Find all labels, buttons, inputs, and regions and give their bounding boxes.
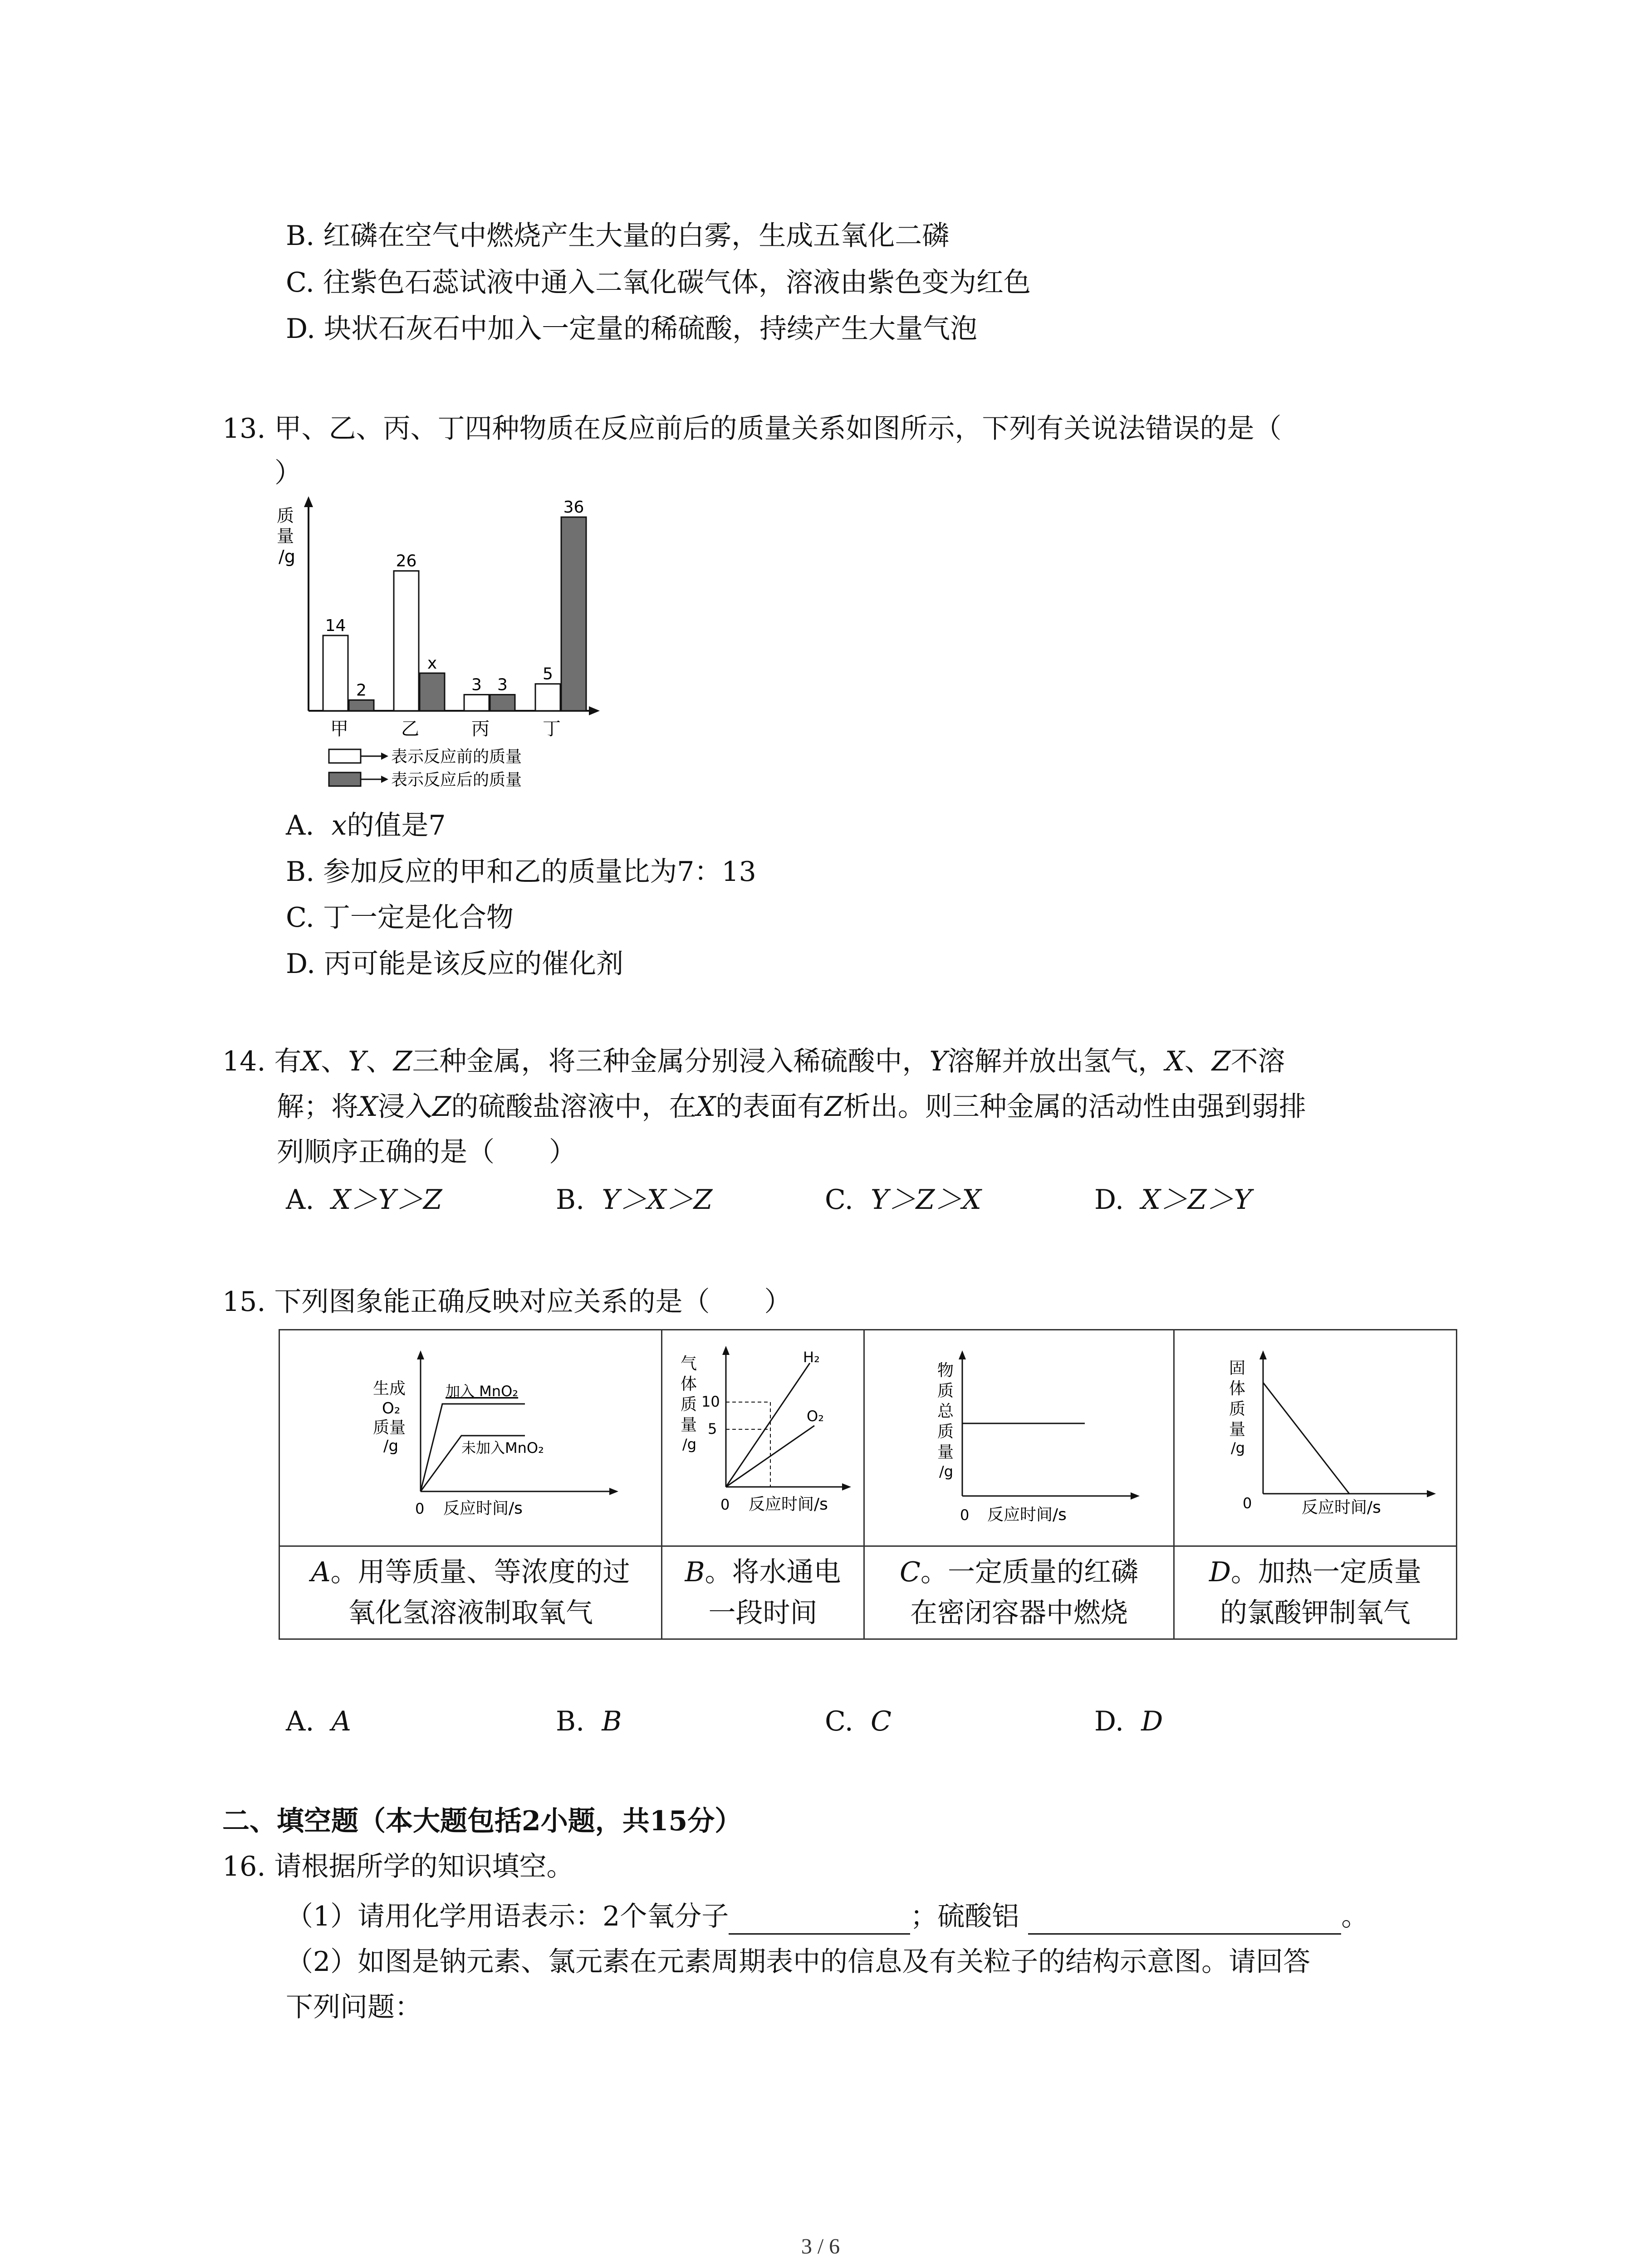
bar-value-label: 14 [325,616,346,635]
q13-option-c: C. 丁一定是化合物 [286,902,514,934]
bar-before-0 [323,635,348,711]
caption-text: 。将水通电 [705,1556,841,1588]
bar-before-3 [535,684,560,711]
legend-swatch-before [329,749,361,763]
q15-stem: 15. 下列图象能正确反映对应关系的是（ ） [222,1286,792,1318]
ylabel: /g [939,1463,954,1480]
page-number: 3 / 6 [801,2234,840,2258]
graph-cell-a [279,1330,662,1546]
origin: 0 [960,1506,970,1524]
option-label: A. [286,1184,314,1216]
bar-value-label: 5 [543,665,553,684]
q12-option-c: C. 往紫色石蕊试液中通入二氧化碳气体，溶液由紫色变为红色 [286,267,1031,298]
ylabel: 量 [937,1443,954,1461]
option-label: A. [286,1706,314,1737]
bars-group [323,498,586,711]
origin: 0 [1243,1495,1252,1512]
option-text: B [602,1706,622,1737]
legend-label-before: 表示反应前的质量 [391,748,522,766]
bar-value-label: 36 [563,498,584,517]
ylabel: O₂ [382,1399,401,1418]
xlabel: 反应时间/s [987,1505,1067,1524]
category-label: 丁 [543,719,561,739]
var-z: Z [432,1091,451,1123]
q13-option-d: D. 丙可能是该反应的催化剂 [286,948,624,980]
var-z: Z [1211,1046,1231,1077]
legend-arrow-head [381,753,388,760]
text: 14. 有 [222,1046,302,1077]
q16-stem: 16. 请根据所学的知识填空。 [222,1851,574,1882]
ylabel: /g [682,1436,697,1453]
bar-value-label: 26 [396,552,417,571]
ylabel: 质 [1229,1400,1246,1418]
text: 的表面有 [715,1091,825,1123]
bar-value-label: 3 [471,675,482,694]
var-z: Z [824,1091,843,1123]
option-text: A [331,1706,351,1737]
option-label: B. [556,1706,585,1737]
text: 、 [321,1046,348,1077]
option-text: X＞Z＞Y [1141,1184,1252,1216]
ylabel: /g [1231,1439,1245,1457]
line-label: O₂ [807,1408,824,1425]
text: 三种金属，将三种金属分别浸入稀硫酸中， [412,1046,930,1077]
text: （1）请用化学用语表示：2个氧分子 [286,1901,729,1932]
answer-blank-aluminum-sulfate[interactable] [1028,1905,1341,1935]
text: 溶解并放出氢气， [947,1046,1166,1077]
caption-text: 氧化氢溶液制取氧气 [348,1597,593,1629]
option-text: C [871,1706,892,1737]
caption-text: 一段时间 [708,1597,818,1629]
bar-after-1 [420,673,445,711]
caption-text: 的氯酸钾制氧气 [1220,1597,1411,1629]
q13-option-a [286,807,446,844]
text: 析出。则三种金属的活动性由强到弱排 [843,1091,1306,1123]
var-x: X [358,1091,378,1123]
q13-option-b: B. 参加反应的甲和乙的质量比为7：13 [286,856,756,888]
q14-line-1 [222,1043,1285,1080]
q15-option-c [825,1703,892,1740]
caption-c [864,1546,1174,1639]
q14-line-2 [277,1089,1306,1125]
ylabel: 量 [681,1416,697,1434]
q15-table [279,1329,1457,1640]
answer-blank-oxygen[interactable] [729,1905,910,1935]
line-label: 未加入MnO₂ [461,1439,544,1457]
option-label: D. [1094,1706,1124,1737]
category-label: 乙 [401,719,419,739]
ylabel: 物 [937,1361,954,1380]
text: 浸入 [377,1091,432,1123]
section-title: 二、填空题（本大题包括2小题，共15分） [222,1805,742,1837]
option-label: D. [1094,1184,1124,1216]
option-text: X＞Y＞Z [331,1184,442,1216]
q14-line-3: 列顺序正确的是（ ） [277,1136,576,1168]
option-text: Y＞Z＞X [871,1184,982,1216]
caption-letter: A [311,1556,331,1588]
tick-label: 5 [708,1420,717,1437]
q12-option-d: D. 块状石灰石中加入一定量的稀硫酸，持续产生大量气泡 [286,313,978,345]
ylabel: 质 [681,1395,697,1414]
category-label: 甲 [330,719,348,739]
q12-option-b: B. 红磷在空气中燃烧产生大量的白雾，生成五氧化二磷 [286,220,950,252]
q16-part1 [286,1898,1368,1935]
option-text: D [1141,1706,1163,1737]
tick-label: 10 [701,1393,720,1410]
caption-text: 。一定质量的红磷 [920,1556,1138,1588]
caption-letter: B [685,1556,705,1588]
var-x: X [696,1091,716,1123]
caption-letter: C [900,1556,921,1588]
bar-before-1 [394,571,419,711]
q13-stem: 13. 甲、乙、丙、丁四种物质在反应前后的质量关系如图所示，下列有关说法错误的是（ [222,413,1282,445]
y-label-1: 量 [277,526,294,546]
ylabel: 体 [1229,1379,1246,1398]
ylabel: 质量 [373,1418,406,1437]
text: 、 [366,1046,393,1077]
var-y: Y [348,1046,366,1077]
graph-cell-d [1174,1330,1457,1546]
text: 不溶 [1230,1046,1285,1077]
text: ；硫酸铝 [910,1901,1019,1932]
var-x: X [301,1046,321,1077]
q13-stem-end: ） [274,457,302,489]
option-label: A. [286,810,314,841]
decreasing-line [1263,1383,1349,1494]
variable-x: x [331,810,347,841]
ylabel: 体 [681,1375,697,1393]
line-label: 加入 MnO₂ [446,1383,519,1400]
bar-value-label: 3 [497,675,508,694]
var-y: Y [929,1046,948,1077]
ylabel: 生成 [373,1379,406,1398]
graph-c [865,1330,1173,1544]
q14-option-b [556,1182,712,1218]
legend-label-after: 表示反应后的质量 [391,771,522,789]
bar-after-0 [349,700,374,711]
q15-option-a [286,1703,351,1740]
q16-part2-line1: （2）如图是钠元素、氯元素在元素周期表中的信息及有关粒子的结构示意图。请回答 [286,1946,1311,1978]
q15-option-b [556,1703,622,1740]
caption-b [662,1546,864,1639]
bar-after-2 [490,694,515,711]
line-label: H₂ [803,1349,820,1366]
bar-value-label: x [427,654,437,673]
var-z: Z [393,1046,412,1077]
ylabel: 总 [937,1402,954,1421]
ylabel: 气 [681,1354,697,1373]
var-x: X [1165,1046,1185,1077]
q13-bar-chart [272,490,626,807]
ylabel: 固 [1229,1359,1246,1378]
q15-option-d [1094,1703,1163,1740]
graph-cell-b [662,1330,864,1546]
legend-arrow-head [381,776,388,783]
graph-b [662,1330,863,1544]
ylabel: 质 [937,1382,954,1400]
ylabel: 量 [1229,1420,1246,1439]
ylabel: 质 [937,1422,954,1441]
xlabel: 反应时间/s [749,1495,828,1514]
y-label-2: /g [279,547,295,567]
q14-option-d [1094,1182,1252,1218]
option-label: C. [825,1184,853,1216]
y-label-0: 质 [277,506,294,526]
bar-value-label: 2 [356,681,367,700]
text: 解；将 [277,1091,358,1123]
q14-option-c [825,1182,981,1218]
text: 。 [1341,1901,1369,1932]
q14-option-a [286,1182,442,1218]
legend-swatch-after [329,772,361,786]
ylabel: /g [383,1437,399,1455]
caption-letter: D [1209,1556,1231,1588]
xlabel: 反应时间/s [1302,1498,1381,1517]
caption-a [279,1546,662,1639]
graph-a [280,1330,661,1544]
caption-text: 。加热一定质量 [1231,1556,1422,1588]
option-text: 的值是7 [347,810,446,841]
graph-d [1175,1330,1456,1544]
option-label: C. [825,1706,853,1737]
graph-cell-c [864,1330,1174,1546]
caption-d [1174,1546,1457,1639]
x-axis-arrow [589,706,600,715]
origin: 0 [720,1496,730,1513]
xlabel: 反应时间/s [443,1499,523,1518]
category-label: 丙 [471,719,490,739]
option-text: Y＞X＞Z [602,1184,713,1216]
text: 、 [1184,1046,1212,1077]
h2-line [726,1363,810,1487]
origin: 0 [415,1500,425,1517]
caption-text: 在密闭容器中燃烧 [910,1597,1128,1629]
q16-part2-line2: 下列问题： [286,1991,422,2023]
option-label: B. [556,1184,585,1216]
caption-text: 。用等质量、等浓度的过 [330,1556,630,1588]
text: 的硫酸盐溶液中，在 [451,1091,696,1123]
bar-before-2 [464,694,489,711]
y-axis-arrow [304,496,313,507]
bar-after-3 [561,517,586,711]
